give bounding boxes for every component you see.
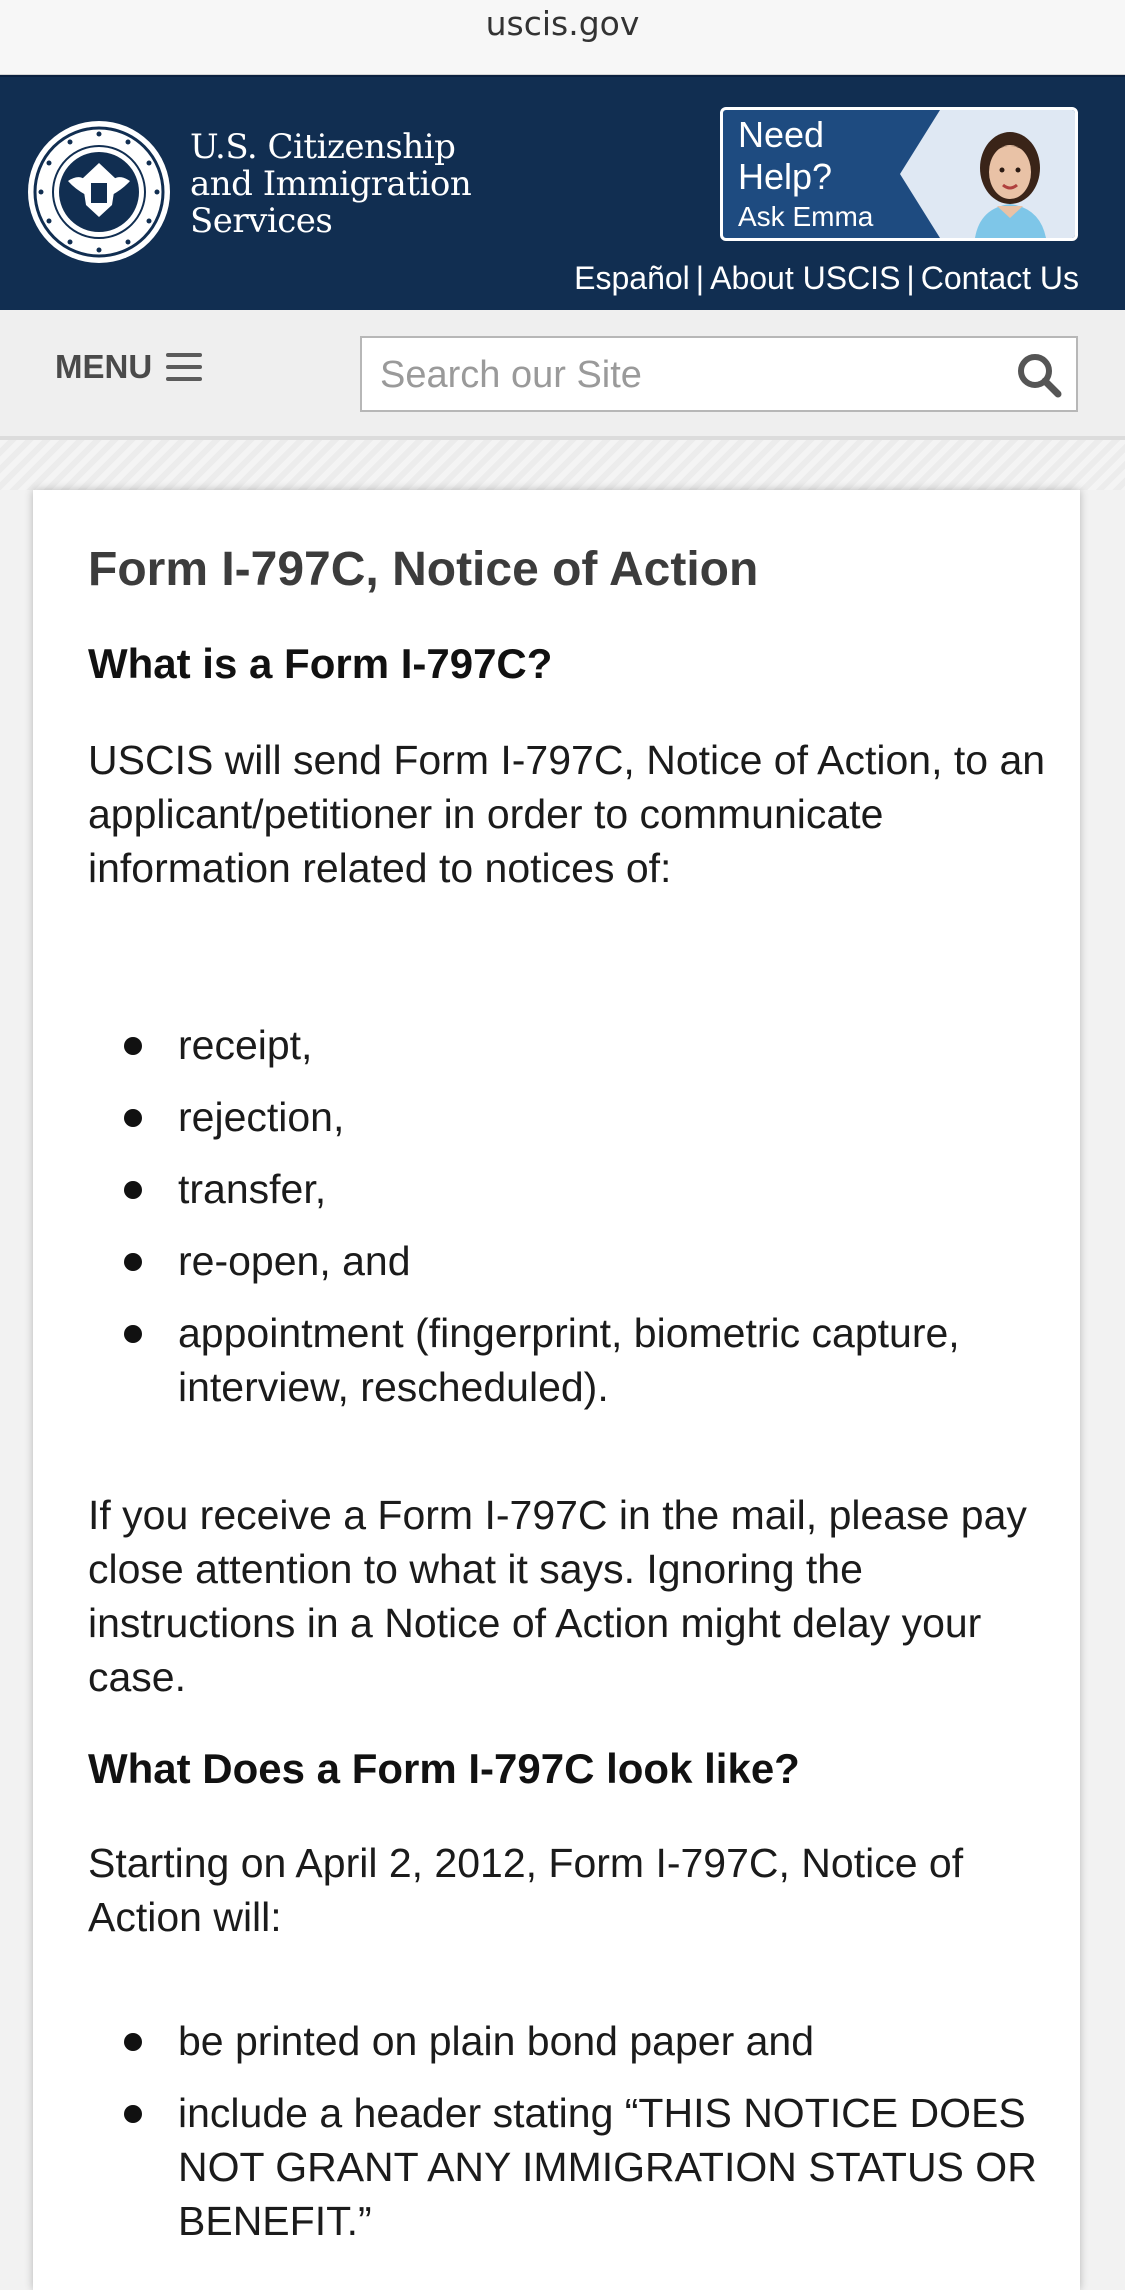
section-heading-look-like: What Does a Form I-797C look like? (88, 1745, 800, 1792)
ask-emma-button[interactable] (720, 107, 1078, 241)
content-card (33, 490, 1080, 2290)
attention-paragraph: If you receive a Form I-797C in the mail, please pay close attention to what it says. Ignoring the instructions in a Notice of Action might delay your case. (88, 1492, 1027, 1700)
agency-line-3: Services (190, 201, 333, 241)
espanol-link[interactable]: Español (574, 260, 690, 296)
intro-paragraph: USCIS will send Form I-797C, Notice of Action, to an applicant/petitioner in order to communicate information related to notices of: (88, 737, 1046, 891)
notice-format-list (88, 2014, 1048, 2266)
url-text[interactable]: uscis.gov (485, 4, 640, 43)
list-item: receipt, (88, 1018, 1048, 1072)
menu-button[interactable] (55, 348, 202, 386)
list-item: appointment (fingerprint, biometric capture, interview, rescheduled). (88, 1306, 1048, 1414)
list-item: be printed on plain bond paper and (88, 2014, 1048, 2068)
link-separator: | (695, 260, 705, 296)
ask-emma-label: Ask Emma (738, 201, 874, 232)
page-title: Form I-797C, Notice of Action (88, 543, 759, 596)
site-header (0, 75, 1125, 312)
background-pattern (0, 440, 1125, 490)
help-line-2: Help? (738, 156, 833, 197)
emma-avatar-icon (900, 110, 1075, 238)
menu-label: MENU (55, 348, 153, 385)
search-box[interactable] (360, 336, 1078, 412)
hamburger-icon (166, 353, 202, 381)
list-item: rejection, (88, 1090, 1048, 1144)
notice-types-list (88, 1018, 1048, 1432)
utility-links (574, 260, 1079, 297)
starting-paragraph: Starting on April 2, 2012, Form I-797C, Notice of Action will: (88, 1840, 964, 1940)
section-heading-what-is: What is a Form I-797C? (88, 640, 553, 687)
search-input[interactable] (378, 338, 982, 412)
browser-url-bar[interactable] (0, 0, 1125, 75)
link-separator: | (906, 260, 915, 296)
search-icon[interactable] (1016, 352, 1062, 398)
agency-line-1: U.S. Citizenship (190, 127, 456, 167)
contact-us-link[interactable]: Contact Us (920, 260, 1079, 296)
nav-bar (0, 310, 1125, 440)
help-line-1: Need (738, 114, 825, 155)
agency-name[interactable] (190, 129, 471, 240)
dhs-seal-icon[interactable] (28, 121, 170, 263)
list-item: re-open, and (88, 1234, 1048, 1288)
list-item: transfer, (88, 1162, 1048, 1216)
list-item: include a header stating “THIS NOTICE DOES NOT GRANT ANY IMMIGRATION STATUS OR BENEFIT.” (88, 2086, 1048, 2248)
about-uscis-link[interactable]: About USCIS (710, 260, 901, 296)
agency-line-2: and Immigration (190, 164, 472, 204)
